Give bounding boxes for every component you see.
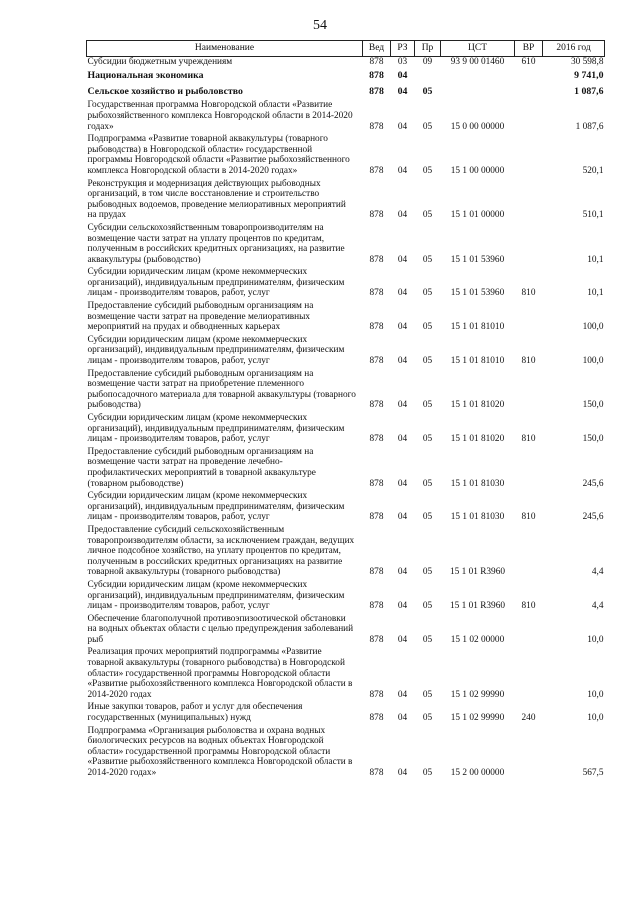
cell-name: Сельское хозяйство и рыболовство: [87, 85, 243, 97]
cell-rz: 04: [397, 634, 408, 645]
cell-rz: 04: [397, 512, 408, 523]
cell-vr: [515, 447, 543, 491]
cell-ved: 878: [369, 210, 384, 221]
table-row: [87, 69, 605, 85]
table-row: [87, 491, 605, 525]
cell-name: Субсидии юридическим лицам (кроме некоммерческих организаций), индивидуальным предпринимателям, физическим лицам - производителям товаров, работ, услуг: [87, 579, 345, 612]
cell-ved: 878: [369, 85, 384, 97]
cell-pr: 05: [422, 165, 433, 176]
cell-amount: 10,0: [587, 713, 604, 724]
cell-cst: 15 1 01 81020: [450, 400, 505, 411]
cell-ved: 878: [369, 56, 384, 67]
header-rz: РЗ: [391, 41, 415, 57]
cell-name: Реконструкция и модернизация действующих рыбоводных организаций, в том числе восстановление и строительство рыбоводных водоемов, проведение мелиоративных мероприятий на прудах: [87, 178, 346, 221]
cell-rz: 04: [397, 713, 408, 724]
cell-name: Обеспечение благополучной противоэпизоотической обстановки на водных объектах области с целью предупреждения заболеваний рыб: [87, 613, 354, 645]
cell-cst: 15 1 02 99990: [450, 689, 505, 700]
cell-name: Предоставление субсидий сельскохозяйственным товаропроизводителям области, за исключением граждан, ведущих личное подсобное хозяйство, на уплату процентов по кредитам, полученным в российских кредитных организациях на развитие товарной аквакультуры (товарного рыбоводства): [87, 524, 355, 578]
table-row: [87, 647, 605, 702]
cell-pr: 05: [422, 288, 433, 299]
cell-vr: 810: [521, 356, 536, 367]
cell-pr: 05: [422, 601, 433, 612]
table-row: [87, 369, 605, 413]
cell-cst: [441, 69, 515, 85]
cell-cst: 15 1 01 53960: [450, 254, 505, 265]
cell-cst: 15 1 01 81030: [450, 512, 505, 523]
cell-rz: 04: [397, 689, 408, 700]
cell-amount: 150,0: [582, 400, 604, 411]
cell-name: Иные закупки товаров, работ и услуг для обеспечения государственных (муниципальных) нужд: [87, 702, 303, 724]
cell-amount: 10,1: [587, 288, 604, 299]
cell-pr: 05: [422, 512, 433, 523]
cell-name: Предоставление субсидий рыбоводным организациям на возмещение части затрат на проведение лечебно-профилактических мероприятий в товарной аквакультуре (товарном рыбоводстве): [87, 446, 316, 489]
page-number: 54: [313, 18, 327, 33]
cell-ved: 878: [369, 713, 384, 724]
cell-amount: 150,0: [582, 434, 604, 445]
cell-cst: 15 1 01 00000: [450, 210, 505, 221]
cell-vr: 810: [521, 288, 536, 299]
table-row: [87, 56, 605, 69]
cell-rz: 04: [397, 165, 408, 176]
cell-pr: 05: [422, 434, 433, 445]
cell-name: Субсидии бюджетным учреждениям: [87, 56, 233, 67]
header-amount: 2016 год: [543, 41, 605, 57]
cell-ved: 878: [369, 512, 384, 523]
cell-vr: [515, 614, 543, 648]
cell-ved: 878: [369, 768, 384, 778]
cell-ved: 878: [369, 400, 384, 411]
cell-cst: 15 1 01 53960: [450, 288, 505, 299]
table-row: [87, 134, 605, 178]
cell-rz: 04: [397, 322, 408, 333]
cell-ved: 878: [369, 121, 384, 132]
cell-vr: 240: [521, 713, 536, 724]
table-row: [87, 223, 605, 267]
table-row: [87, 413, 605, 447]
cell-amount: 30 598,8: [570, 56, 604, 67]
cell-vr: [515, 525, 543, 580]
cell-rz: 03: [397, 56, 408, 67]
cell-amount: 1 087,6: [575, 121, 604, 132]
cell-cst: [441, 85, 515, 101]
cell-pr: 05: [422, 689, 433, 700]
cell-name: Субсидии юридическим лицам (кроме некоммерческих организаций), индивидуальным предпринимателям, физическим лицам - производителям товаров, работ, услуг: [87, 267, 345, 299]
cell-rz: 04: [397, 121, 408, 132]
cell-name: Предоставление субсидий рыбоводным организациям на возмещение части затрат на проведение мелиоративных мероприятий на прудах и обводненных карьерах: [87, 301, 314, 333]
header-name: Наименование: [87, 41, 363, 57]
cell-rz: 04: [397, 567, 408, 578]
cell-pr: 05: [422, 713, 433, 724]
cell-pr: 05: [422, 567, 433, 578]
header-cst: ЦСТ: [441, 41, 515, 57]
cell-name: Предоставление субсидий рыбоводным организациям на возмещение части затрат на приобретение племенного рыбопосадочного материала для товарной аквакультуры (товарного рыбоводства): [87, 368, 356, 411]
cell-rz: 04: [397, 70, 408, 82]
table-row: [87, 580, 605, 614]
cell-amount: 245,6: [582, 478, 604, 489]
cell-cst: 15 1 02 99990: [450, 713, 505, 724]
cell-ved: 878: [369, 165, 384, 176]
cell-pr: 05: [422, 356, 433, 367]
cell-rz: 04: [397, 768, 408, 778]
table-row: [87, 702, 605, 725]
cell-cst: 93 9 00 01460: [450, 56, 505, 67]
cell-pr: 05: [422, 400, 433, 411]
cell-name: Государственная программа Новгородской области «Развитие рыбохозяйственного комплекса Новгородской области в 2014-2020 годах»: [87, 100, 353, 132]
cell-ved: 878: [369, 322, 384, 333]
cell-cst: 15 0 00 00000: [450, 121, 505, 132]
cell-ved: 878: [369, 567, 384, 578]
cell-ved: 878: [369, 288, 384, 299]
table-row: [87, 100, 605, 134]
cell-vr: [515, 85, 543, 101]
cell-cst: 15 1 01 R3960: [449, 601, 505, 612]
cell-cst: 15 1 01 81010: [450, 356, 505, 367]
table-row: [87, 614, 605, 648]
cell-name: Субсидии юридическим лицам (кроме некоммерческих организаций), индивидуальным предпринимателям, физическим лицам - производителям товаров, работ, услуг: [87, 334, 345, 367]
cell-vr: 610: [521, 56, 536, 67]
cell-amount: 520,1: [582, 165, 604, 176]
cell-vr: 810: [521, 601, 536, 612]
cell-name: Национальная экономика: [87, 70, 204, 82]
cell-vr: [515, 223, 543, 267]
cell-ved: 878: [369, 634, 384, 645]
cell-amount: 9 741,0: [574, 70, 604, 82]
cell-vr: [515, 301, 543, 335]
table-row: [87, 301, 605, 335]
cell-amount: 4,4: [591, 601, 604, 612]
cell-pr: 05: [422, 85, 433, 97]
cell-vr: [515, 647, 543, 702]
cell-ved: 878: [369, 689, 384, 700]
cell-vr: [515, 369, 543, 413]
cell-vr: [515, 134, 543, 178]
cell-amount: 245,6: [582, 512, 604, 523]
cell-cst: 15 2 00 00000: [450, 768, 505, 778]
cell-vr: [515, 100, 543, 134]
cell-amount: 567,5: [582, 768, 604, 778]
table-row: [87, 85, 605, 101]
cell-rz: 04: [397, 85, 408, 97]
cell-pr: 05: [422, 322, 433, 333]
cell-cst: 15 1 01 81010: [450, 322, 505, 333]
cell-ved: 878: [369, 478, 384, 489]
table-header-row: [87, 41, 605, 57]
cell-pr: 05: [422, 478, 433, 489]
table-row: [87, 447, 605, 491]
cell-vr: [515, 69, 543, 85]
cell-rz: 04: [397, 254, 408, 265]
cell-pr: 09: [422, 56, 433, 67]
cell-cst: 15 1 02 00000: [450, 634, 505, 645]
cell-pr: 05: [422, 121, 433, 132]
table-body: [87, 56, 605, 781]
cell-cst: 15 1 01 81020: [450, 434, 505, 445]
cell-vr: 810: [521, 512, 536, 523]
header-ved: Вед: [363, 41, 391, 57]
cell-ved: 878: [369, 70, 384, 82]
cell-rz: 04: [397, 356, 408, 367]
table-row: [87, 335, 605, 369]
cell-cst: 15 1 00 00000: [450, 165, 505, 176]
cell-amount: 10,0: [587, 689, 604, 700]
cell-ved: 878: [369, 434, 384, 445]
cell-amount: 100,0: [582, 322, 604, 333]
cell-rz: 04: [397, 434, 408, 445]
cell-name: Субсидии юридическим лицам (кроме некоммерческих организаций), индивидуальным предпринимателям, физическим лицам - производителям товаров, работ, услуг: [87, 413, 345, 445]
cell-amount: 4,4: [591, 567, 604, 578]
table-row: [87, 525, 605, 580]
cell-pr: 05: [422, 210, 433, 221]
table-row: [87, 179, 605, 223]
cell-vr: [515, 179, 543, 223]
cell-rz: 04: [397, 288, 408, 299]
cell-amount: 1 087,6: [574, 85, 604, 97]
cell-amount: 10,1: [587, 254, 604, 265]
cell-vr: 810: [521, 434, 536, 445]
cell-amount: 510,1: [582, 210, 604, 221]
cell-rz: 04: [397, 601, 408, 612]
cell-pr: 05: [422, 254, 433, 265]
cell-ved: 878: [369, 356, 384, 367]
cell-pr: [415, 69, 441, 85]
cell-pr: 05: [422, 634, 433, 645]
table-row: [87, 267, 605, 301]
cell-amount: 10,0: [587, 634, 604, 645]
header-vr: ВР: [515, 41, 543, 57]
cell-name: Подпрограмма «Организация рыболовства и охрана водных биологических ресурсов на водных объектах Новгородской области» государственной программы Новгородской области «Развитие рыбохозяйственного комплекса Новгородской области в 2014-2020 годах»: [87, 725, 353, 778]
cell-rz: 04: [397, 400, 408, 411]
cell-ved: 878: [369, 254, 384, 265]
cell-cst: 15 1 01 81030: [450, 478, 505, 489]
cell-ved: 878: [369, 601, 384, 612]
cell-name: Реализация прочих мероприятий подпрограммы «Развитие товарной аквакультуры (товарного рыбоводства) в Новгородской области» государственной программы Новгородской области «Развитие рыбохозяйственного комплекса Новгородской области в 2014-2020 годах: [87, 647, 353, 700]
cell-rz: 04: [397, 210, 408, 221]
header-pr: Пр: [415, 41, 441, 57]
cell-cst: 15 1 01 R3960: [449, 567, 505, 578]
cell-rz: 04: [397, 478, 408, 489]
table-row: [87, 726, 605, 781]
budget-table: [86, 40, 605, 781]
cell-name: Подпрограмма «Развитие товарной аквакультуры (товарного рыбоводства) в Новгородской области» государственной программы Новгородской области «Развитие рыбохозяйственного комплекса Новгородской области в 2014-2020 годах»: [87, 134, 350, 176]
cell-amount: 100,0: [582, 356, 604, 367]
cell-pr: 05: [422, 768, 433, 778]
cell-vr: [515, 726, 543, 781]
cell-name: Субсидии сельскохозяйственным товаропроизводителям на возмещение части затрат на уплату процентов по кредитам, полученным в российских кредитных организациях, на развитие аквакультуры (рыбоводство): [87, 222, 345, 265]
cell-name: Субсидии юридическим лицам (кроме некоммерческих организаций), индивидуальным предпринимателям, физическим лицам - производителям товаров, работ, услуг: [87, 491, 345, 523]
